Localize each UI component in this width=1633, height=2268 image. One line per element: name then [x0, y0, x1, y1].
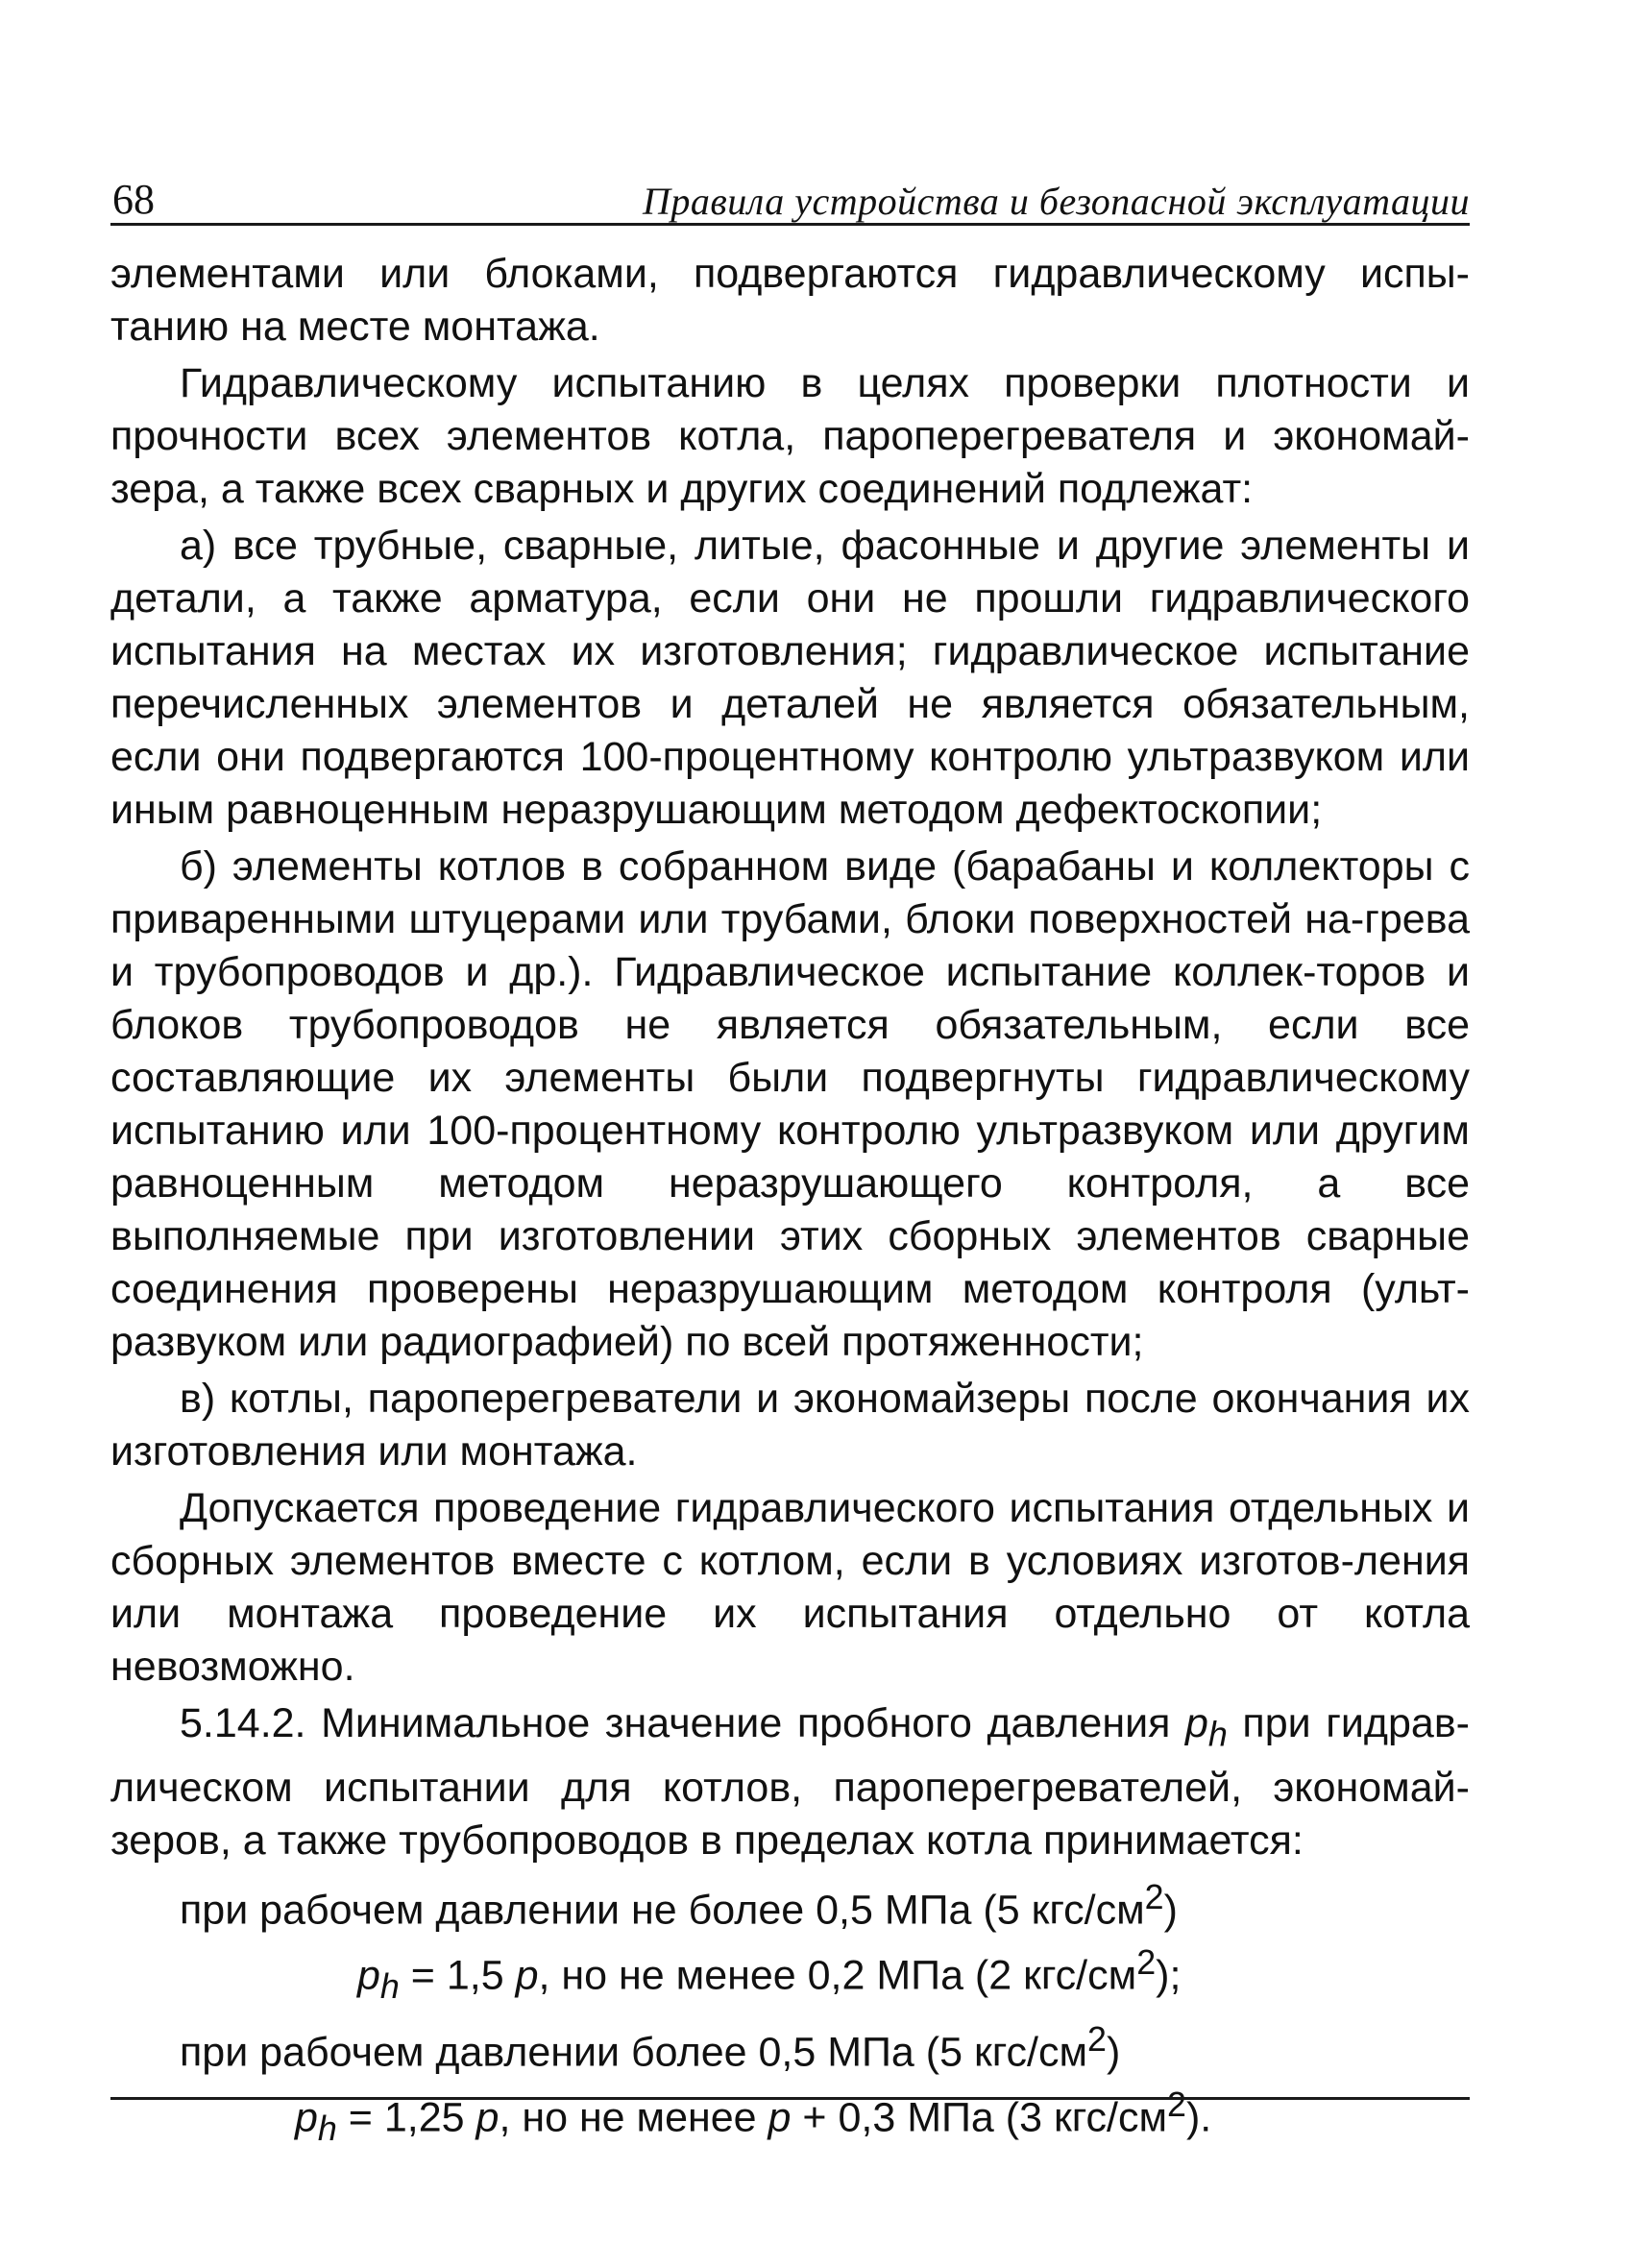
formula-low-pressure — [110, 1937, 1470, 2013]
unit-exponent: 2 — [1167, 2085, 1186, 2125]
formula-equals: = 1,5 — [399, 1952, 516, 1999]
closing-paren: ) — [1106, 2029, 1121, 2076]
formula-text: , но не менее 0,2 МПа (2 кгс/см — [538, 1952, 1137, 1999]
paragraph-hydraulic-test: Гидравлическому испытанию в целях проверки плотности и прочности всех элементов котла, пароперегревателя и экономай-зера, а также всех сварных и других соединений подлежат: — [110, 360, 1470, 512]
formula-end: ); — [1156, 1952, 1182, 1999]
clause-text-start: 5.14.2. Минимальное значение пробного давления — [180, 1700, 1185, 1746]
pressure-symbol-subscript: h — [1207, 1715, 1228, 1754]
paragraph-allowed: Допускается проведение гидравлического испытания отдельных и сборных элементов вместе с котлом, если в условиях изготов-ления или монтажа проведение их испытания отдельно от котла невозможно. — [110, 1485, 1470, 1690]
formula-p2: p — [768, 2094, 792, 2141]
clause-text-end: при гидрав-лическом испытании для котлов, пароперегревателей, экономай-зеров, а также трубопроводов в пределах котла принимается: — [110, 1700, 1470, 1864]
condition-text: при рабочем давлении не более 0,5 МПа (5 кгс/см — [180, 1886, 1145, 1933]
paragraph-item-b: б) элементы котлов в собранном виде (барабаны и коллекторы с приваренными штуцерами или трубами, блоки поверхностей на-грева и трубопроводов и др.). Гидравлическое испытание коллек-торов и блоков трубопроводов не является обязательным, если все составляющие их элементы были подвергнуты гидравлическому испытанию или 100-процентному контролю ультразвуком или другим равноценным методом неразрушающего контроля, а все выполняемые при изготовлении этих сборных элементов сварные соединения проверены неразрушающим методом контроля (ульт-развуком или радиографией) по всей протяженности; — [110, 843, 1470, 1365]
paragraph-item-v: в) котлы, пароперегреватели и экономайзеры после окончания их изготовления или монтажа. — [110, 1376, 1470, 1475]
formula-text-rest: + 0,3 МПа (3 кгс/см — [791, 2094, 1168, 2141]
formula-subscript: h — [317, 2109, 337, 2149]
page-header — [110, 173, 1470, 226]
formula-variable: p — [295, 2094, 318, 2141]
condition-line-high-pressure — [110, 2013, 1470, 2079]
formula-subscript: h — [379, 1966, 400, 2006]
formula-text: , но не менее — [499, 2094, 768, 2141]
pressure-symbol: p — [1184, 1700, 1208, 1746]
condition-text: при рабочем давлении более 0,5 МПа (5 кгс/см — [180, 2029, 1088, 2076]
formula-equals: = 1,25 — [336, 2094, 476, 2141]
page-number: 68 — [112, 176, 155, 223]
footer-rule — [110, 2097, 1470, 2100]
formula-p: p — [515, 1952, 539, 1999]
page-body — [110, 248, 1470, 2156]
unit-exponent: 2 — [1136, 1942, 1157, 1982]
formula-variable: p — [357, 1952, 380, 1999]
paragraph-5-14-2 — [110, 1697, 1470, 1867]
closing-paren: ) — [1163, 1886, 1178, 1933]
unit-exponent: 2 — [1087, 2019, 1107, 2059]
formula-p: p — [475, 2094, 500, 2141]
unit-exponent: 2 — [1144, 1877, 1164, 1916]
paragraph-continuation: элементами или блоками, подвергаются гидравлическому испы-танию на месте монтажа. — [110, 251, 1470, 350]
condition-line-low-pressure — [110, 1871, 1470, 1937]
formula-high-pressure — [110, 2079, 1470, 2156]
running-title: Правила устройства и безопасной эксплуатации — [643, 180, 1470, 223]
paragraph-item-a: а) все трубные, сварные, литые, фасонные и другие элементы и детали, а также арматура, если они не прошли гидравлического испытания на местах их изготовления; гидравлическое испытание перечисленных элементов и деталей не является обязательным, если они подвергаются 100-процентному контролю ультразвуком или иным равноценным неразрушающим методом дефектоскопии; — [110, 523, 1470, 833]
formula-end: ). — [1185, 2094, 1212, 2141]
